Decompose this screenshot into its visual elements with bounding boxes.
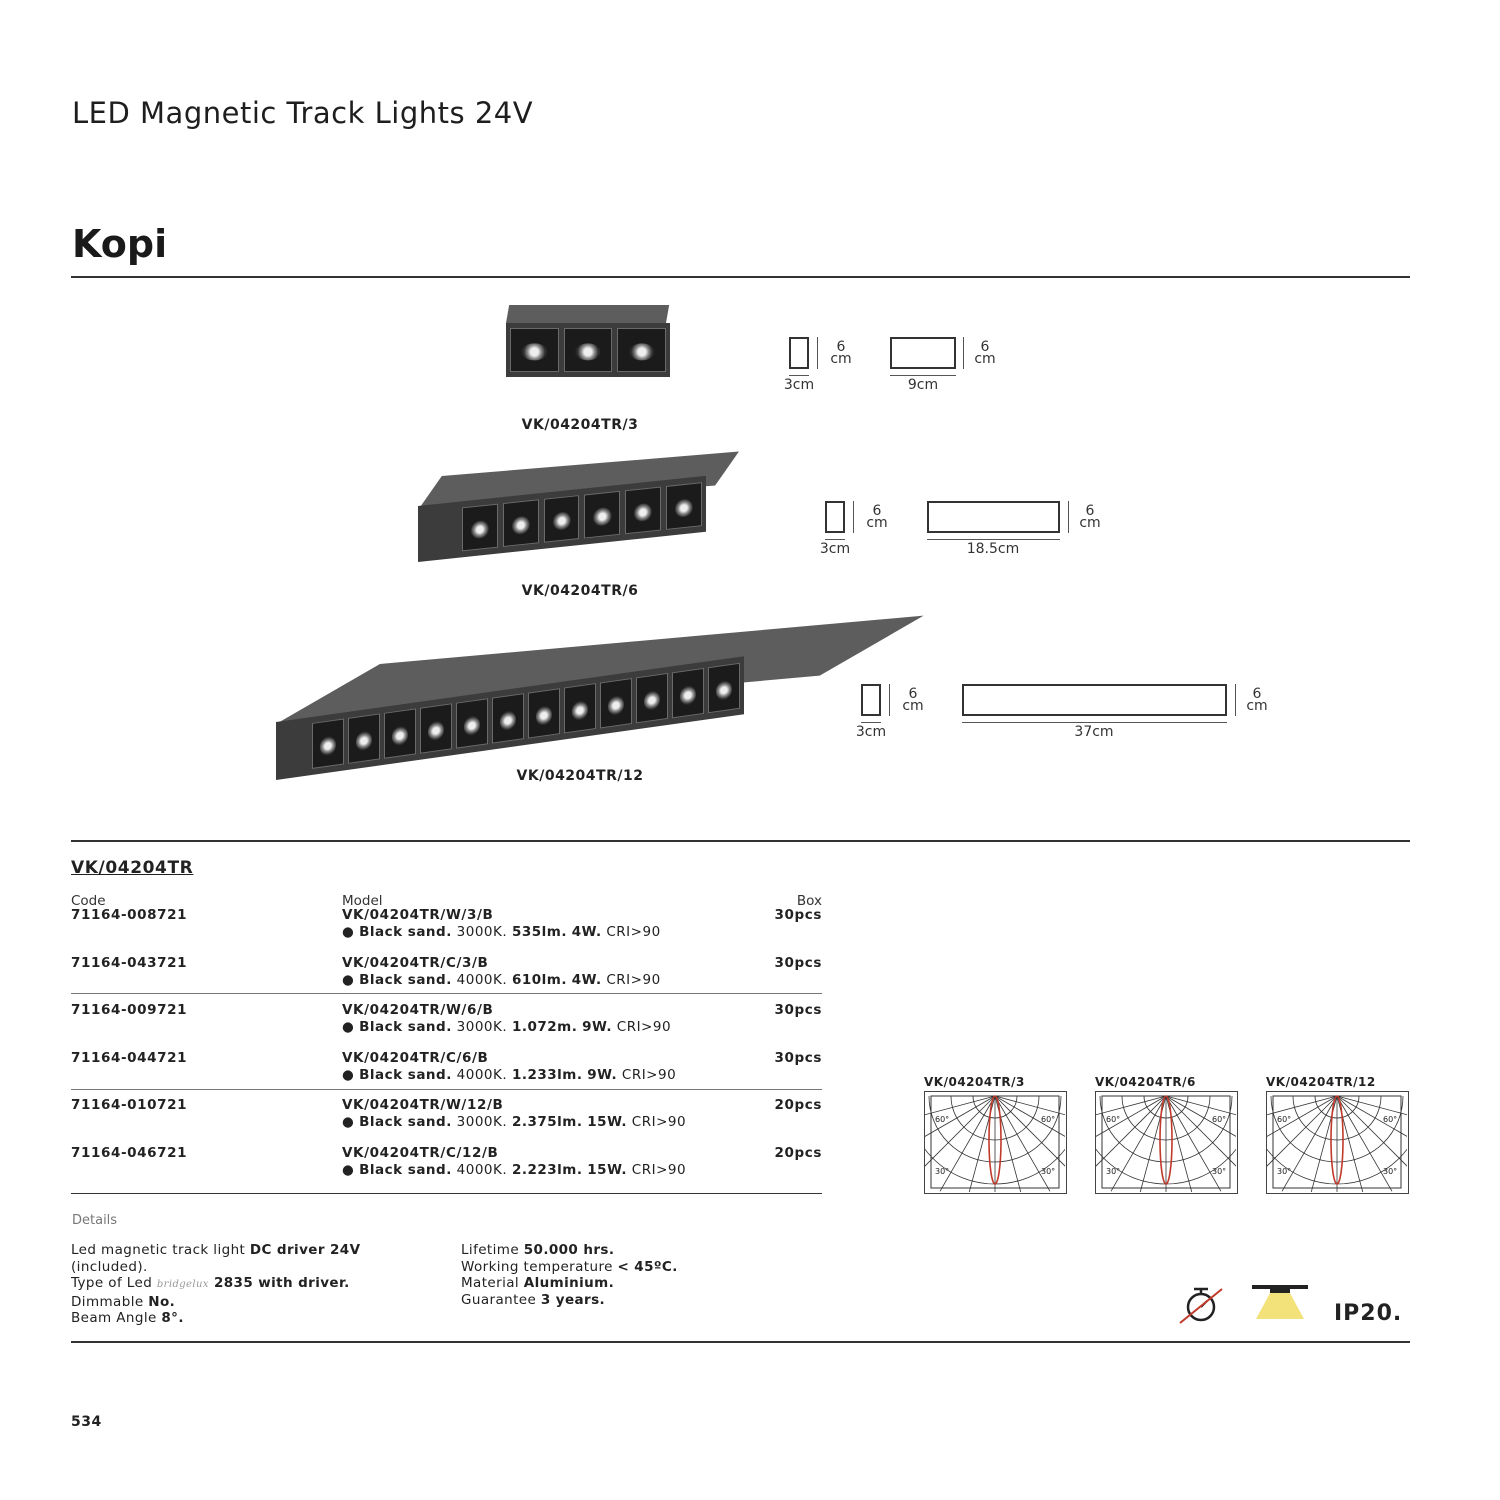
svg-text:60°: 60° [1212, 1115, 1227, 1124]
svg-text:30°: 30° [1041, 1167, 1056, 1176]
footer-rule [71, 1341, 1410, 1343]
bullet-icon: ● [342, 1067, 355, 1083]
col-header-box: Box [796, 893, 822, 909]
table-divider [71, 993, 822, 994]
bullet-icon: ● [342, 972, 355, 988]
row-code: 71164-010721 [71, 1097, 188, 1113]
product-caption-6: VK/04204TR/6 [521, 583, 639, 599]
row-model: VK/04204TR/C/3/B [342, 955, 489, 971]
details-right: Lifetime 50.000 hrs. Working temperature < 45ºC. Material Aluminium. Guarantee 3 years. [461, 1242, 678, 1308]
row-code: 71164-044721 [71, 1050, 188, 1066]
row-description: ● Black sand. 3000K. 535lm. 4W. CRI>90 [342, 924, 661, 940]
row-code: 71164-043721 [71, 955, 188, 971]
svg-text:30°: 30° [1212, 1167, 1227, 1176]
photometric-caption: VK/04204TR/6 [1095, 1075, 1196, 1089]
svg-text:30°: 30° [935, 1167, 950, 1176]
row-model: VK/04204TR/W/3/B [342, 907, 494, 923]
row-description: ● Black sand. 3000K. 1.072m. 9W. CRI>90 [342, 1019, 672, 1035]
photometric-caption: VK/04204TR/3 [924, 1075, 1025, 1089]
svg-text:30°: 30° [1277, 1167, 1292, 1176]
product-image-12 [276, 664, 744, 784]
row-box-qty: 30pcs [774, 955, 822, 971]
row-box-qty: 30pcs [774, 907, 822, 923]
row-code: 71164-008721 [71, 907, 188, 923]
details-label: Details [72, 1213, 118, 1228]
details-left: Led magnetic track light DC driver 24V (included). Type of Led bridgelux 2835 with driver. Dimmable No. Beam Angle 8°. [71, 1242, 361, 1326]
row-description: ● Black sand. 4000K. 610lm. 4W. CRI>90 [342, 972, 661, 988]
svg-text:60°: 60° [1277, 1115, 1292, 1124]
bridgelux-logo: bridgelux [156, 1279, 209, 1290]
header-rule [71, 276, 1410, 278]
product-caption-12: VK/04204TR/12 [516, 768, 644, 784]
row-box-qty: 20pcs [774, 1097, 822, 1113]
svg-text:60°: 60° [935, 1115, 950, 1124]
svg-text:60°: 60° [1383, 1115, 1398, 1124]
row-box-qty: 30pcs [774, 1002, 822, 1018]
photometric-caption: VK/04204TR/12 [1266, 1075, 1376, 1089]
table-title: VK/04204TR [71, 858, 194, 878]
row-description: ● Black sand. 4000K. 2.223lm. 15W. CRI>90 [342, 1162, 687, 1178]
svg-text:60°: 60° [1041, 1115, 1056, 1124]
non-dimmable-icon [1178, 1285, 1224, 1325]
row-code: 71164-009721 [71, 1002, 188, 1018]
svg-text:60°: 60° [1106, 1115, 1121, 1124]
col-header-code: Code [71, 893, 106, 909]
series-title: LED Magnetic Track Lights 24V [72, 96, 534, 130]
table-divider [71, 1089, 822, 1090]
row-model: VK/04204TR/W/12/B [342, 1097, 504, 1113]
row-model: VK/04204TR/C/12/B [342, 1145, 499, 1161]
row-description: ● Black sand. 3000K. 2.375lm. 15W. CRI>90 [342, 1114, 687, 1130]
polar-diagram [1095, 1091, 1238, 1194]
row-description: ● Black sand. 4000K. 1.233lm. 9W. CRI>90 [342, 1067, 677, 1083]
ip-rating: IP20. [1334, 1301, 1403, 1326]
bullet-icon: ● [342, 924, 355, 940]
product-image-6 [418, 476, 706, 568]
svg-text:30°: 30° [1106, 1167, 1121, 1176]
row-model: VK/04204TR/C/6/B [342, 1050, 489, 1066]
polar-diagram [924, 1091, 1067, 1194]
page-number: 534 [71, 1414, 102, 1430]
product-caption-3: VK/04204TR/3 [521, 417, 639, 433]
section-rule [71, 840, 1410, 842]
recessed-light-icon [1252, 1285, 1308, 1319]
family-title: Kopi [72, 222, 168, 266]
row-code: 71164-046721 [71, 1145, 188, 1161]
bullet-icon: ● [342, 1114, 355, 1130]
bullet-icon: ● [342, 1019, 355, 1035]
row-box-qty: 30pcs [774, 1050, 822, 1066]
table-bottom-rule [71, 1193, 822, 1194]
product-image-3 [506, 305, 672, 377]
svg-text:30°: 30° [1383, 1167, 1398, 1176]
row-box-qty: 20pcs [774, 1145, 822, 1161]
row-model: VK/04204TR/W/6/B [342, 1002, 494, 1018]
col-header-model: Model [342, 893, 383, 909]
polar-diagram [1266, 1091, 1409, 1194]
bullet-icon: ● [342, 1162, 355, 1178]
